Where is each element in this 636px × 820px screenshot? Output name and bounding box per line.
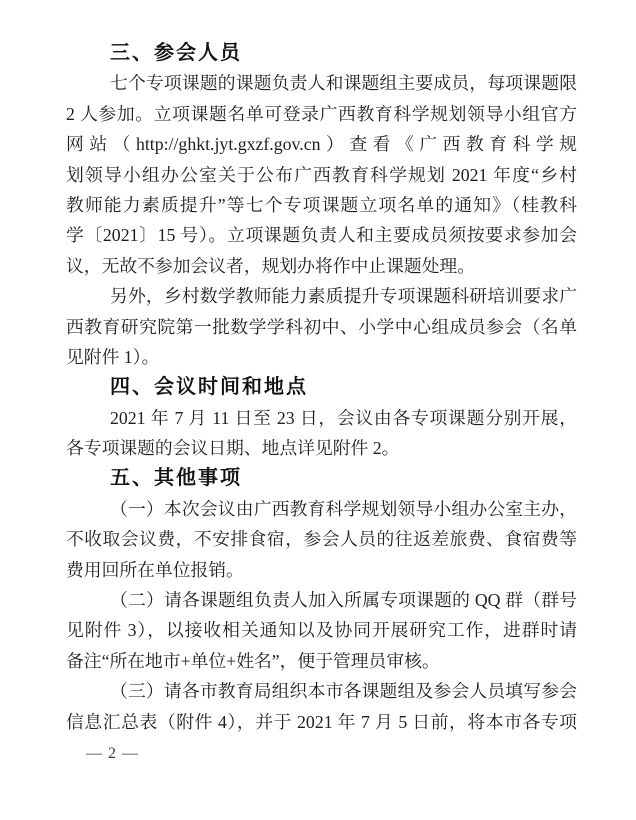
paragraph-line: 教师能力素质提升”等七个专项课题立项名单的通知》（桂教科 xyxy=(66,194,577,215)
page-number: — 2 — xyxy=(86,745,139,762)
paragraph-line: （二）请各课题组负责人加入所属专项课题的 QQ 群（群号 xyxy=(110,590,577,611)
paragraph-line: 不收取会议费，不安排食宿，参会人员的往返差旅费、食宿费等 xyxy=(66,529,577,550)
paragraph-line: 另外，乡村数学教师能力素质提升专项课题科研培训要求广 xyxy=(110,286,577,307)
paragraph-line: 2021 年 7 月 11 日至 23 日，会议由各专项课题分别开展， xyxy=(110,407,577,428)
paragraph-line: （一）本次会议由广西教育科学规划领导小组办公室主办， xyxy=(110,498,577,519)
section-heading: 三、参会人员 xyxy=(110,42,242,64)
section-heading: 四、会议时间和地点 xyxy=(110,376,308,399)
paragraph-line: 划领导小组办公室关于公布广西教育科学规划 2021 年度“乡村 xyxy=(66,164,577,185)
paragraph-line: 备注“所在地市+单位+姓名”，便于管理员审核。 xyxy=(66,650,440,671)
paragraph-line: （三）请各市教育局组织本市各课题组及参会人员填写参会 xyxy=(110,681,577,702)
paragraph-line: 信息汇总表（附件 4），并于 2021 年 7 月 5 日前，将本市各专项 xyxy=(66,711,577,732)
paragraph-line: 费用回所在单位报销。 xyxy=(66,559,244,580)
section-heading: 五、其他事项 xyxy=(110,467,242,490)
document-body xyxy=(66,38,577,737)
paragraph-line: 各专项课题的会议日期、地点详见附件 2。 xyxy=(66,438,400,459)
paragraph-line: 见附件 3），以接收相关通知以及协同开展研究工作，进群时请 xyxy=(66,620,577,641)
paragraph-line: 2 人参加。立项课题名单可登录广西教育科学规划领导小组官方 xyxy=(66,103,577,124)
paragraph-line: 七个专项课题的课题负责人和课题组主要成员，每项课题限 xyxy=(110,73,577,94)
paragraph-line: 见附件 1）。 xyxy=(66,346,160,367)
paragraph-line: 西教育研究院第一批数学学科初中、小学中心组成员参会（名单 xyxy=(66,316,577,337)
paragraph-line: 学〔2021〕15 号）。立项课题负责人和主要成员须按要求参加会 xyxy=(66,225,577,246)
paragraph-line: 议，无故不参加会议者，规划办将作中止课题处理。 xyxy=(66,255,475,276)
paragraph-line: 网站（http://ghkt.jyt.gxzf.gov.cn）查看《广西教育科学规 xyxy=(66,134,577,155)
